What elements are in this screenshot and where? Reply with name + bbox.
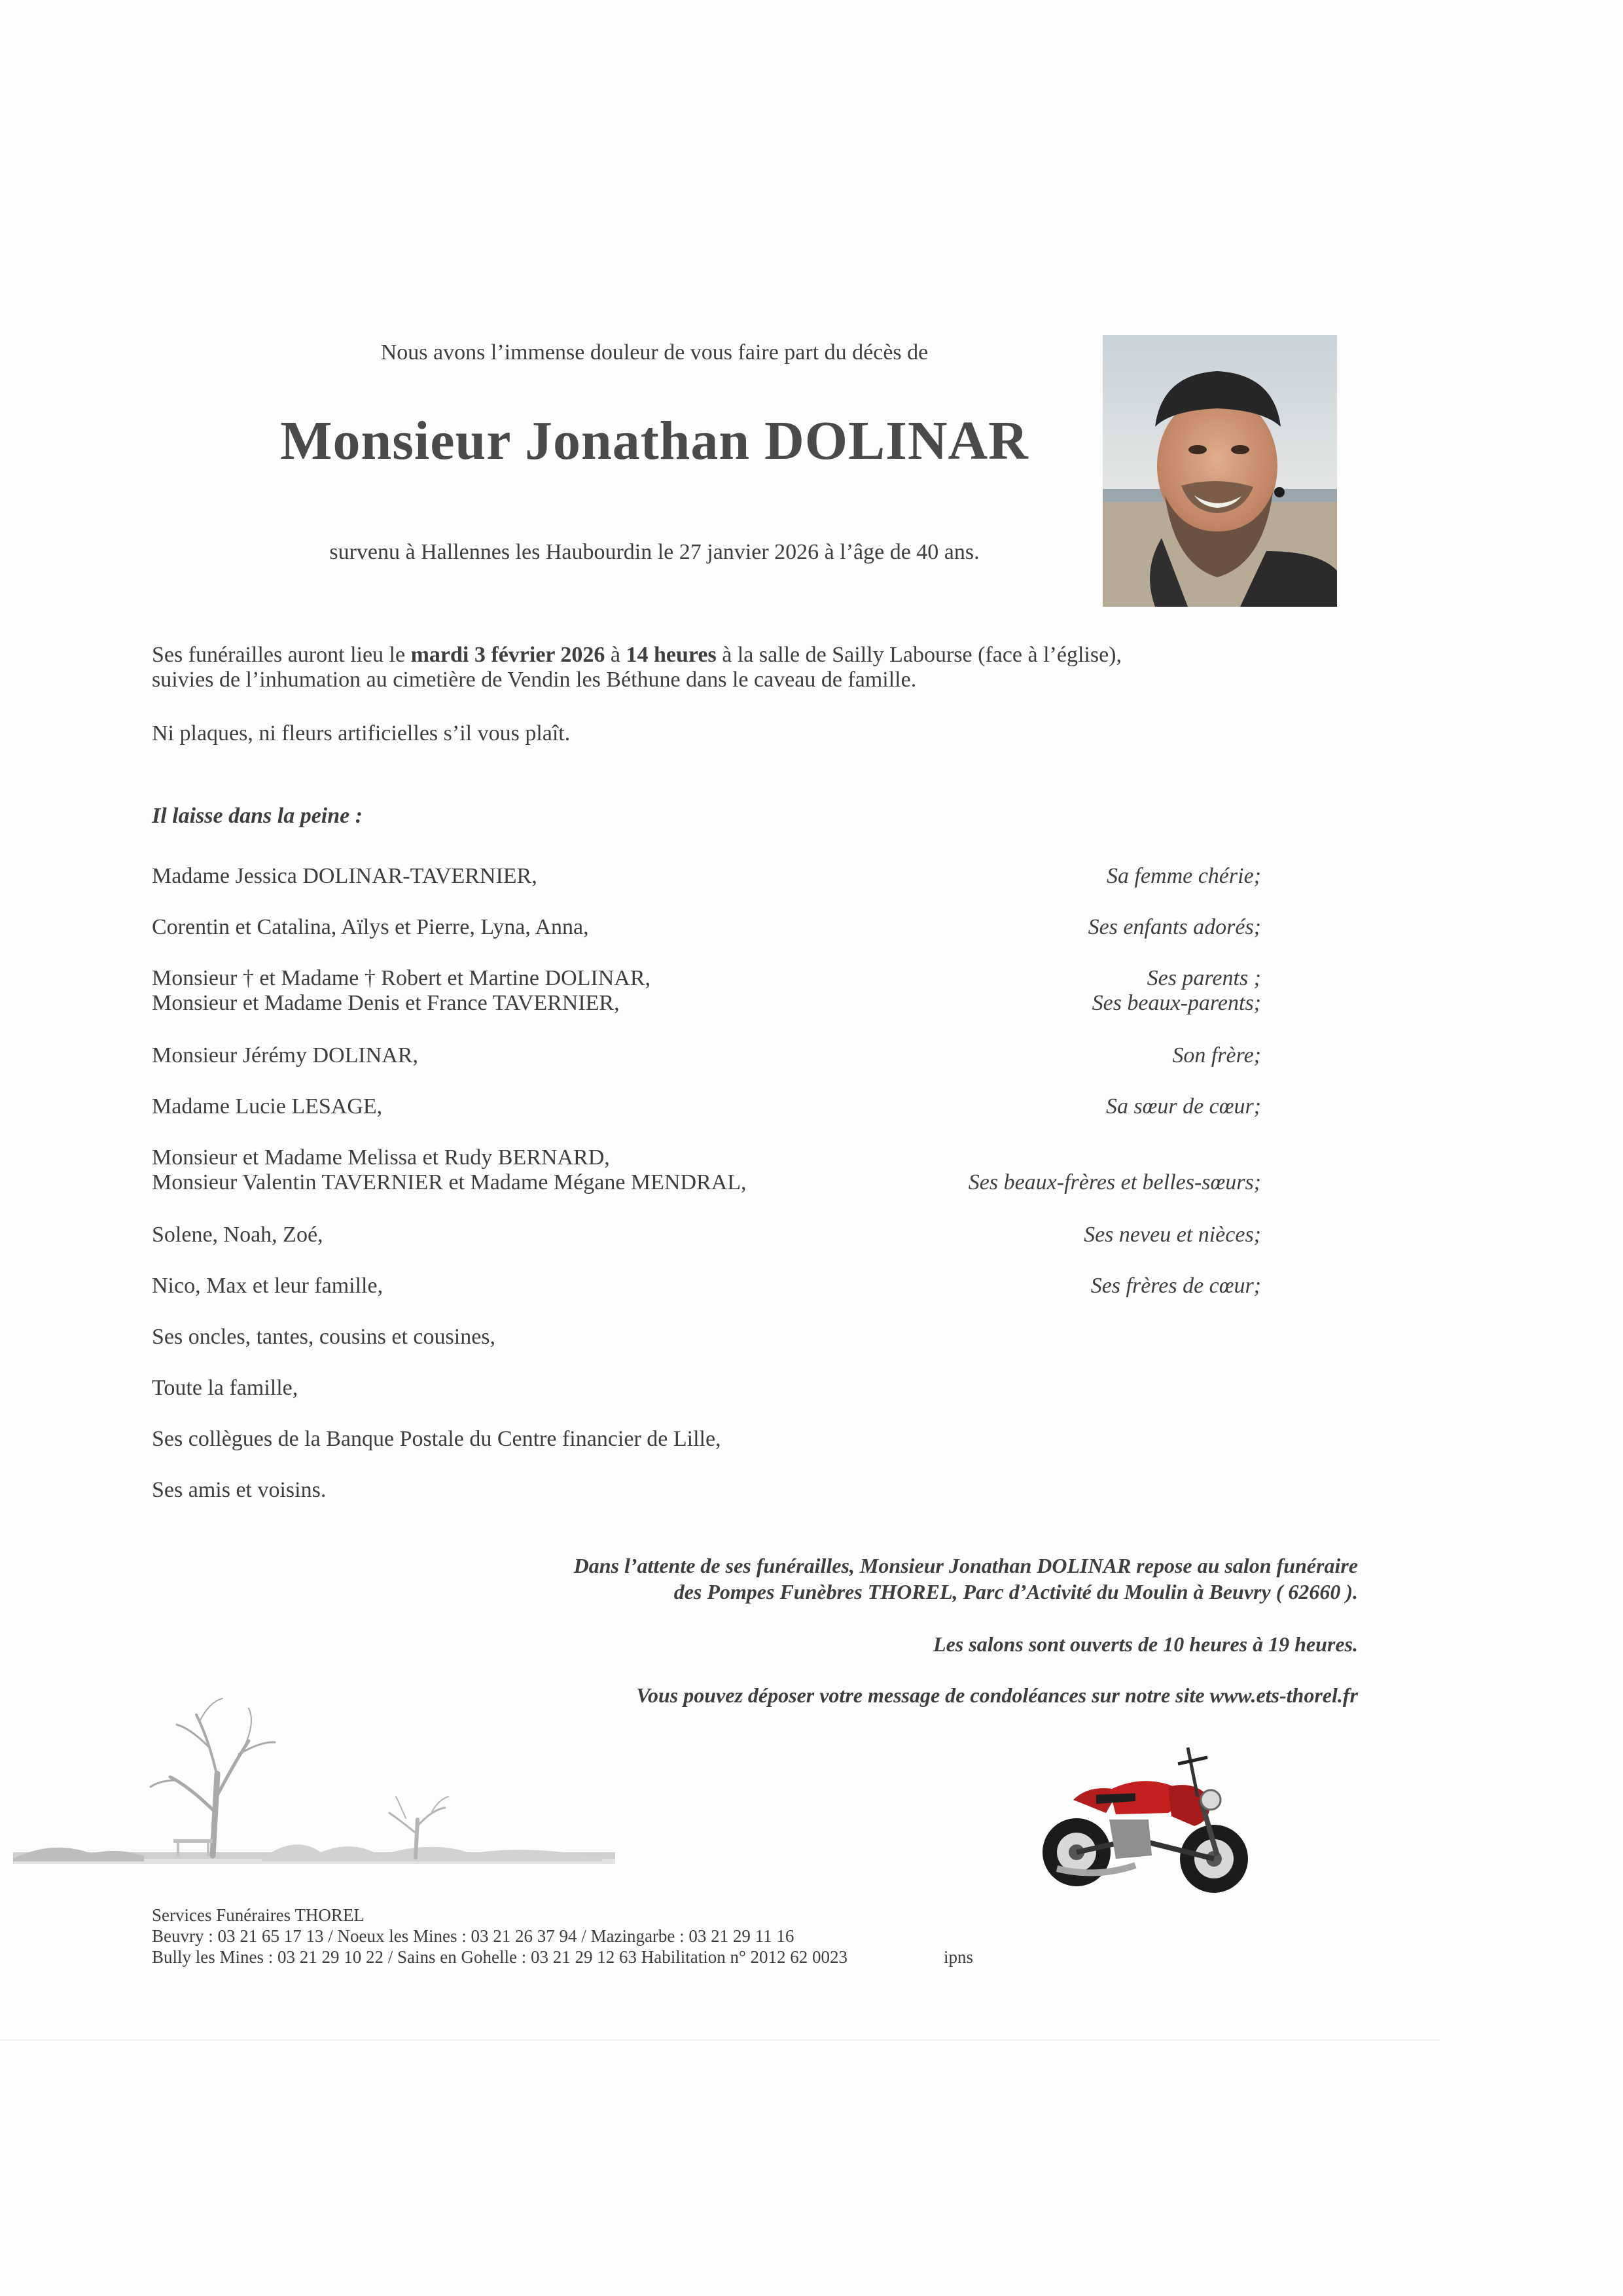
family-member	[152, 1274, 383, 1299]
family-member	[152, 1376, 298, 1401]
winter-landscape-illustration	[13, 1662, 615, 1878]
family-relation-line: Son frère;	[1172, 1043, 1261, 1067]
family-member-line: Corentin et Catalina, Aïlys et Pierre, Lyna, Anna,	[152, 915, 589, 939]
family-relation	[1106, 1094, 1261, 1119]
family-member	[152, 1478, 326, 1503]
family-relation-line: Ses parents ;	[1147, 966, 1261, 990]
family-member	[152, 1145, 747, 1195]
funeral-paragraph	[152, 643, 1395, 692]
funeral-text-1: Ses funérailles auront lieu le	[152, 643, 411, 667]
family-relation-line: Sa femme chérie;	[1106, 864, 1261, 888]
death-details: survenu à Hallennes les Haubourdin le 27 janvier 2026 à l’âge de 40 ans.	[329, 540, 980, 564]
family-relation	[1091, 1274, 1261, 1299]
family-relation-line: Ses enfants adorés;	[1088, 915, 1261, 939]
family-member-line: Monsieur et Madame Melissa et Rudy BERNARD,	[152, 1145, 610, 1170]
family-relation	[1084, 1223, 1261, 1247]
rest-line-2: des Pompes Funèbres THOREL, Parc d’Activité du Moulin à Beuvry ( 62660 ).	[673, 1580, 1358, 1604]
family-relation-line: Ses beaux-frères et belles-sœurs;	[968, 1170, 1261, 1194]
family-member-line: Monsieur Jérémy DOLINAR,	[152, 1043, 418, 1067]
funeral-burial: suivies de l’inhumation au cimetière de Vendin les Béthune dans le caveau de famille.	[152, 668, 917, 692]
family-relation-line: Sa sœur de cœur;	[1105, 1094, 1261, 1119]
family-relation-line: Ses beaux-parents;	[1092, 991, 1261, 1015]
family-relation	[969, 1145, 1261, 1195]
family-member-line: Ses oncles, tantes, cousins et cousines,	[152, 1325, 496, 1349]
family-member-line: Monsieur † et Madame † Robert et Martine DOLINAR,	[152, 966, 651, 990]
footer-phones-1: Beuvry : 03 21 65 17 13 / Noeux les Mines : 03 21 26 37 94 / Mazingarbe : 03 21 29 11 16	[152, 1926, 794, 1946]
family-member-line: Ses amis et voisins.	[152, 1478, 327, 1502]
footer-phones-2: Bully les Mines : 03 21 29 10 22 / Sains en Gohelle : 03 21 29 12 63 Habilitation n° 2012 62 0023	[152, 1947, 847, 1967]
no-flowers-notice: Ni plaques, ni fleurs artificielles s’il vous plaît.	[152, 721, 571, 745]
family-relation-line: Ses neveu et nièces;	[1084, 1223, 1261, 1247]
family-member-line: Monsieur et Madame Denis et France TAVERNIER,	[152, 991, 620, 1015]
intro-text: Nous avons l’immense douleur de vous faire part du décès de	[380, 340, 929, 365]
funeral-text-2: à	[605, 643, 626, 667]
salon-hours: Les salons sont ouverts de 10 heures à 19 heures.	[933, 1632, 1358, 1656]
family-member-line: Nico, Max et leur famille,	[152, 1274, 383, 1298]
family-member	[152, 966, 651, 1016]
family-member-line: Madame Jessica DOLINAR-TAVERNIER,	[152, 864, 537, 888]
family-member	[152, 1223, 323, 1247]
footer-ipns: ipns	[944, 1947, 974, 1967]
footer-phones-2-wrap	[152, 1946, 974, 1967]
family-member-line: Toute la famille,	[152, 1376, 298, 1400]
family-member-line: Madame Lucie LESAGE,	[152, 1094, 383, 1119]
rest-notice	[574, 1552, 1358, 1605]
family-relation-line	[969, 1145, 1261, 1170]
motorcycle-illustration	[1037, 1728, 1253, 1905]
portrait-photo	[1103, 335, 1337, 607]
family-relation	[1172, 1043, 1261, 1068]
family-relation-line: Ses frères de cœur;	[1090, 1274, 1261, 1298]
family-member	[152, 1325, 495, 1350]
deceased-name: Monsieur Jonathan DOLINAR	[280, 410, 1029, 471]
family-member	[152, 1427, 721, 1452]
family-member-line: Monsieur Valentin TAVERNIER et Madame Mégane MENDRAL,	[152, 1170, 747, 1194]
family-relation	[1092, 966, 1261, 1016]
family-relation	[1107, 864, 1261, 889]
family-lead: Il laisse dans la peine :	[152, 804, 363, 828]
family-member-line: Ses collègues de la Banque Postale du Centre financier de Lille,	[152, 1427, 721, 1451]
family-member-line: Solene, Noah, Zoé,	[152, 1223, 323, 1247]
rest-line-1: Dans l’attente de ses funérailles, Monsieur Jonathan DOLINAR repose au salon funéraire	[573, 1554, 1358, 1577]
condolence-site: Vous pouvez déposer votre message de condoléances sur notre site www.ets-thorel.fr	[636, 1683, 1358, 1707]
funeral-text-3: à la salle de Sailly Labourse (face à l’église),	[716, 643, 1122, 667]
family-member	[152, 915, 589, 940]
page-divider	[0, 2039, 1440, 2041]
footer-company: Services Funéraires THOREL	[152, 1905, 365, 1925]
family-relation	[1088, 915, 1261, 940]
funeral-time: 14 heures	[626, 643, 717, 667]
family-member	[152, 1043, 418, 1068]
family-member	[152, 864, 537, 889]
footer	[152, 1905, 974, 1967]
funeral-date: mardi 3 février 2026	[410, 643, 605, 667]
family-member	[152, 1094, 382, 1119]
